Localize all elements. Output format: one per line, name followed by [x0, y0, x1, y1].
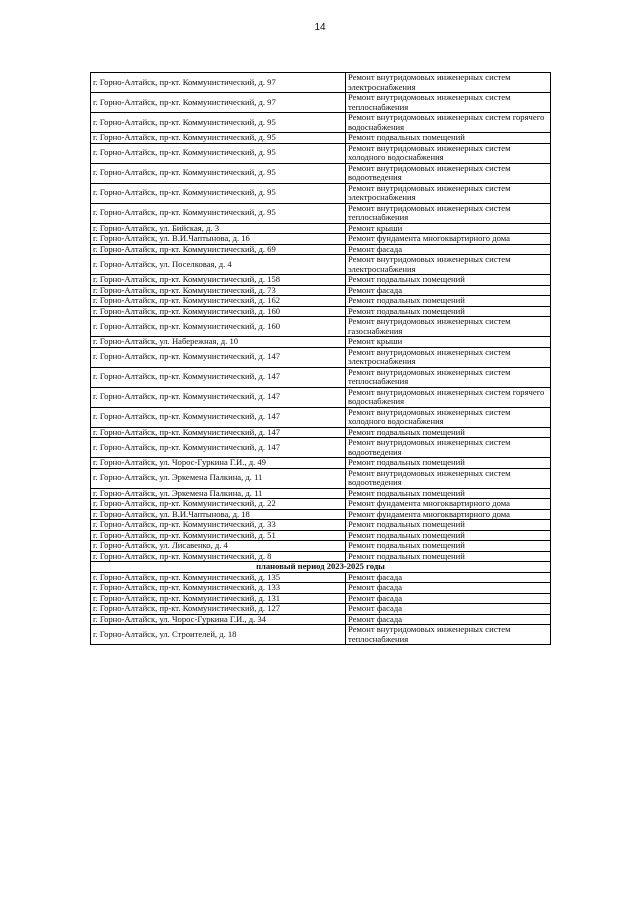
table-row — [91, 306, 551, 317]
work-type-cell: Ремонт внутридомовых инженерных систем горячего водоснабжения — [346, 387, 551, 407]
address-cell: г. Горно-Алтайск, пр-кт. Коммунистический, д. 97 — [91, 93, 346, 113]
work-type-cell: Ремонт внутридомовых инженерных систем электроснабжения — [346, 255, 551, 275]
address-cell: г. Горно-Алтайск, пр-кт. Коммунистический, д. 147 — [91, 438, 346, 458]
work-type-cell: Ремонт внутридомовых инженерных систем водоотведения — [346, 438, 551, 458]
address-cell: г. Горно-Алтайск, ул. Чорос-Гуркина Г.И., д. 49 — [91, 458, 346, 469]
work-type-cell: Ремонт подвальных помещений — [346, 541, 551, 552]
address-cell: г. Горно-Алтайск, пр-кт. Коммунистический, д. 22 — [91, 499, 346, 510]
work-type-cell: Ремонт фундамента многоквартирного дома — [346, 234, 551, 245]
address-cell: г. Горно-Алтайск, ул. Эркемена Палкина, д. 11 — [91, 488, 346, 499]
work-type-cell: Ремонт подвальных помещений — [346, 306, 551, 317]
address-cell: г. Горно-Алтайск, пр-кт. Коммунистический, д. 147 — [91, 387, 346, 407]
address-cell: г. Горно-Алтайск, пр-кт. Коммунистический, д. 158 — [91, 275, 346, 286]
table-row — [91, 163, 551, 183]
address-cell: г. Горно-Алтайск, пр-кт. Коммунистический, д. 95 — [91, 133, 346, 144]
work-type-cell: Ремонт внутридомовых инженерных систем водоотведения — [346, 468, 551, 488]
work-type-cell: Ремонт подвальных помещений — [346, 458, 551, 469]
work-type-cell: Ремонт подвальных помещений — [346, 530, 551, 541]
table-row — [91, 509, 551, 520]
address-cell: г. Горно-Алтайск, пр-кт. Коммунистический, д. 95 — [91, 203, 346, 223]
work-type-cell: Ремонт внутридомовых инженерных систем холодного водоснабжения — [346, 407, 551, 427]
table-row — [91, 133, 551, 144]
address-cell: г. Горно-Алтайск, ул. Эркемена Палкина, д. 11 — [91, 468, 346, 488]
table-row — [91, 244, 551, 255]
table-row — [91, 113, 551, 133]
table-row — [91, 625, 551, 645]
address-cell: г. Горно-Алтайск, ул. Лисавенко, д. 4 — [91, 541, 346, 552]
work-type-cell: Ремонт фасада — [346, 604, 551, 615]
section-row — [91, 562, 551, 573]
address-cell: г. Горно-Алтайск, ул. Бийская, д. 3 — [91, 223, 346, 234]
work-type-cell: Ремонт фасада — [346, 244, 551, 255]
address-cell: г. Горно-Алтайск, пр-кт. Коммунистический, д. 135 — [91, 572, 346, 583]
work-type-cell: Ремонт подвальных помещений — [346, 488, 551, 499]
work-type-cell: Ремонт подвальных помещений — [346, 296, 551, 307]
table-row — [91, 285, 551, 296]
table-row — [91, 93, 551, 113]
address-cell: г. Горно-Алтайск, ул. Поселковая, д. 4 — [91, 255, 346, 275]
address-cell: г. Горно-Алтайск, пр-кт. Коммунистический, д. 51 — [91, 530, 346, 541]
table-row — [91, 337, 551, 348]
address-cell: г. Горно-Алтайск, пр-кт. Коммунистический, д. 95 — [91, 163, 346, 183]
table-row — [91, 255, 551, 275]
table-row — [91, 530, 551, 541]
table-row — [91, 604, 551, 615]
table-row — [91, 317, 551, 337]
work-type-cell: Ремонт фундамента многоквартирного дома — [346, 509, 551, 520]
address-cell: г. Горно-Алтайск, пр-кт. Коммунистический, д. 131 — [91, 593, 346, 604]
table-row — [91, 583, 551, 594]
address-cell: г. Горно-Алтайск, пр-кт. Коммунистический, д. 73 — [91, 285, 346, 296]
work-type-cell: Ремонт внутридомовых инженерных систем теплоснабжения — [346, 367, 551, 387]
work-type-cell: Ремонт подвальных помещений — [346, 427, 551, 438]
work-type-cell: Ремонт внутридомовых инженерных систем электроснабжения — [346, 183, 551, 203]
table-row — [91, 143, 551, 163]
address-cell: г. Горно-Алтайск, пр-кт. Коммунистический, д. 147 — [91, 407, 346, 427]
work-type-cell: Ремонт подвальных помещений — [346, 520, 551, 531]
table-row — [91, 296, 551, 307]
table-row — [91, 275, 551, 286]
address-cell: г. Горно-Алтайск, пр-кт. Коммунистический, д. 133 — [91, 583, 346, 594]
table-row — [91, 203, 551, 223]
address-cell: г. Горно-Алтайск, пр-кт. Коммунистический, д. 33 — [91, 520, 346, 531]
work-type-cell: Ремонт внутридомовых инженерных систем горячего водоснабжения — [346, 113, 551, 133]
table-row — [91, 499, 551, 510]
table-row — [91, 223, 551, 234]
table-row — [91, 614, 551, 625]
table-row — [91, 572, 551, 583]
address-cell: г. Горно-Алтайск, ул. Набережная, д. 10 — [91, 337, 346, 348]
table-row — [91, 593, 551, 604]
work-type-cell: Ремонт внутридомовых инженерных систем водоотведения — [346, 163, 551, 183]
address-cell: г. Горно-Алтайск, пр-кт. Коммунистический, д. 95 — [91, 113, 346, 133]
works-table — [90, 72, 551, 645]
table-row — [91, 387, 551, 407]
work-type-cell: Ремонт подвальных помещений — [346, 275, 551, 286]
table-row — [91, 367, 551, 387]
table-row — [91, 458, 551, 469]
work-type-cell: Ремонт внутридомовых инженерных систем теплоснабжения — [346, 625, 551, 645]
address-cell: г. Горно-Алтайск, пр-кт. Коммунистический, д. 160 — [91, 306, 346, 317]
work-type-cell: Ремонт внутридомовых инженерных систем холодного водоснабжения — [346, 143, 551, 163]
work-type-cell: Ремонт фасада — [346, 593, 551, 604]
table-row — [91, 73, 551, 93]
address-cell: г. Горно-Алтайск, пр-кт. Коммунистический, д. 127 — [91, 604, 346, 615]
work-type-cell: Ремонт внутридомовых инженерных систем электроснабжения — [346, 73, 551, 93]
address-cell: г. Горно-Алтайск, пр-кт. Коммунистический, д. 147 — [91, 427, 346, 438]
address-cell: г. Горно-Алтайск, пр-кт. Коммунистический, д. 69 — [91, 244, 346, 255]
table-row — [91, 183, 551, 203]
table-row — [91, 488, 551, 499]
address-cell: г. Горно-Алтайск, ул. Чорос-Гуркина Г.И., д. 34 — [91, 614, 346, 625]
work-type-cell: Ремонт внутридомовых инженерных систем теплоснабжения — [346, 203, 551, 223]
address-cell: г. Горно-Алтайск, пр-кт. Коммунистический, д. 147 — [91, 367, 346, 387]
work-type-cell: Ремонт фасада — [346, 583, 551, 594]
address-cell: г. Горно-Алтайск, пр-кт. Коммунистический, д. 95 — [91, 183, 346, 203]
work-type-cell: Ремонт крыши — [346, 337, 551, 348]
works-table-body — [91, 73, 551, 645]
page-number: 14 — [314, 22, 326, 33]
work-type-cell: Ремонт фундамента многоквартирного дома — [346, 499, 551, 510]
work-type-cell: Ремонт фасада — [346, 614, 551, 625]
work-type-cell: Ремонт внутридомовых инженерных систем теплоснабжения — [346, 93, 551, 113]
section-heading: плановый период 2023-2025 годы — [91, 562, 551, 573]
address-cell: г. Горно-Алтайск, ул. В.И.Чаптынова, д. 18 — [91, 509, 346, 520]
table-row — [91, 468, 551, 488]
work-type-cell: Ремонт внутридомовых инженерных систем газоснабжения — [346, 317, 551, 337]
address-cell: г. Горно-Алтайск, пр-кт. Коммунистический, д. 97 — [91, 73, 346, 93]
address-cell: г. Горно-Алтайск, пр-кт. Коммунистический, д. 162 — [91, 296, 346, 307]
work-type-cell: Ремонт внутридомовых инженерных систем электроснабжения — [346, 347, 551, 367]
work-type-cell: Ремонт фасада — [346, 285, 551, 296]
table-row — [91, 551, 551, 562]
address-cell: г. Горно-Алтайск, ул. Строителей, д. 18 — [91, 625, 346, 645]
table-row — [91, 541, 551, 552]
table-row — [91, 427, 551, 438]
work-type-cell: Ремонт крыши — [346, 223, 551, 234]
address-cell: г. Горно-Алтайск, пр-кт. Коммунистический, д. 147 — [91, 347, 346, 367]
address-cell: г. Горно-Алтайск, пр-кт. Коммунистический, д. 160 — [91, 317, 346, 337]
table-row — [91, 520, 551, 531]
table-row — [91, 347, 551, 367]
table-row — [91, 407, 551, 427]
table-row — [91, 234, 551, 245]
work-type-cell: Ремонт подвальных помещений — [346, 551, 551, 562]
work-type-cell: Ремонт фасада — [346, 572, 551, 583]
work-type-cell: Ремонт подвальных помещений — [346, 133, 551, 144]
address-cell: г. Горно-Алтайск, пр-кт. Коммунистический, д. 95 — [91, 143, 346, 163]
address-cell: г. Горно-Алтайск, пр-кт. Коммунистический, д. 8 — [91, 551, 346, 562]
table-row — [91, 438, 551, 458]
address-cell: г. Горно-Алтайск, ул. В.И.Чаптынова, д. 16 — [91, 234, 346, 245]
